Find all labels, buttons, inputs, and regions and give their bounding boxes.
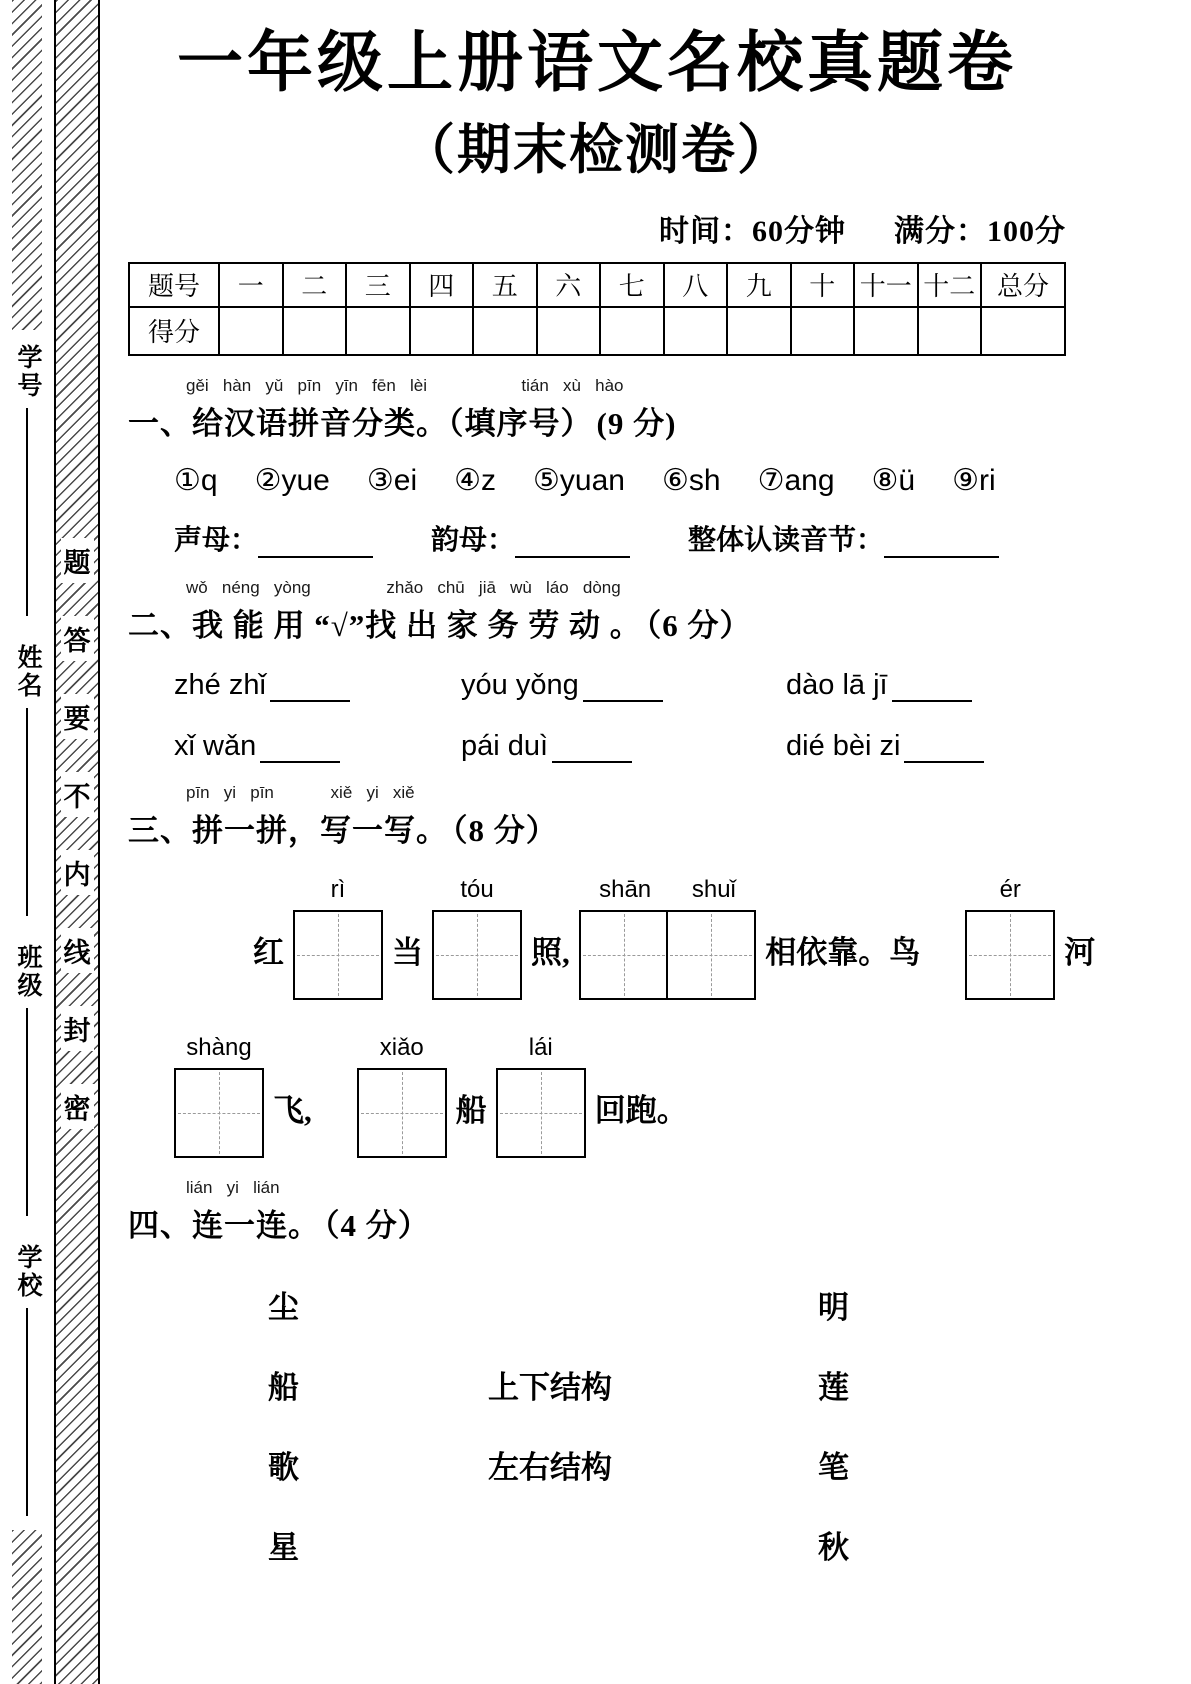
score-cell [727, 307, 791, 355]
chore-item [786, 730, 1066, 763]
score-cell [219, 307, 283, 355]
writing-text: 当 [392, 934, 423, 970]
hatch-pattern-bottom [12, 1530, 42, 1684]
section-three-points: （8 分） [452, 812, 558, 848]
writing-line-2 [174, 1034, 1066, 1158]
seal-char: 内 [61, 850, 94, 895]
section-three-heading [128, 805, 1066, 850]
writing-text: 红 [253, 934, 284, 970]
box-pinyin: lái [528, 1033, 553, 1061]
answer-line [270, 670, 350, 702]
blank-label-zhengti: 整体认读音节： [688, 524, 885, 556]
score-header-cell: 五 [473, 263, 537, 307]
writing-unit [496, 1034, 586, 1158]
exam-time: 时间：60分钟 [659, 214, 846, 248]
answer-line [260, 731, 340, 763]
section-three-pinyin: pīn yi pīn xiě yi xiě [186, 782, 415, 802]
chore-item [174, 669, 461, 702]
match-left-item: 歌 [268, 1450, 299, 1486]
field-underline [26, 408, 28, 616]
chore-item-pinyin: xǐ wǎn [174, 729, 257, 762]
option-item: ②yue [254, 463, 330, 497]
section-two-heading-text: 二、我 能 用 “√”找 出 家 务 劳 动 。 [128, 607, 642, 643]
field-underline [26, 708, 28, 916]
option-item: ①q [174, 463, 218, 497]
seal-fields-column [0, 0, 54, 1684]
field-label: 班级 [14, 944, 41, 1000]
writing-box-pair [579, 910, 757, 1000]
answer-line [583, 670, 663, 702]
writing-box [432, 910, 522, 1000]
writing-unit [293, 876, 383, 1000]
box-pinyin: shān [599, 875, 652, 903]
writing-box [357, 1068, 447, 1158]
chore-item-pinyin: dié bèi zi [786, 729, 901, 762]
field-student-number [9, 330, 45, 630]
score-header-cell: 十二 [918, 263, 982, 307]
score-header-cell: 一 [219, 263, 283, 307]
chore-item [461, 730, 786, 763]
exam-full-score: 满分：100分 [894, 214, 1066, 248]
section-one-points: (9 分) [596, 405, 677, 441]
section-two-pinyin: wǒ néng yòng zhǎo chū jiā wù láo dòng [186, 577, 621, 597]
seal-margin [0, 0, 100, 1684]
score-cell [410, 307, 474, 355]
hatch-pattern-top [12, 0, 42, 330]
score-header-cell: 九 [727, 263, 791, 307]
section-one-heading-text: 一、给汉语拼音分类。（填序号） [128, 405, 593, 441]
writing-line-1 [244, 875, 1096, 1000]
answer-line [258, 527, 373, 558]
score-header-cell: 三 [346, 263, 410, 307]
score-header-cell: 六 [537, 263, 601, 307]
chore-item [174, 730, 461, 763]
section-four-pinyin: lián yi lián [186, 1177, 280, 1197]
match-left-item: 星 [268, 1530, 299, 1566]
score-header-cell: 十一 [854, 263, 918, 307]
option-item: ③ei [366, 463, 418, 497]
score-header-cell: 八 [664, 263, 728, 307]
seal-line-strip [54, 0, 100, 1684]
writing-box [965, 910, 1055, 1000]
writing-text: 飞, [273, 1092, 312, 1128]
page-title: 一年级上册语文名校真题卷 [177, 27, 1017, 100]
seal-char: 封 [61, 1006, 94, 1051]
answer-line [884, 527, 999, 558]
seal-char: 答 [61, 616, 94, 661]
box-pinyin: ér [999, 875, 1021, 903]
section-two [128, 578, 1066, 763]
score-header-cell: 四 [410, 263, 474, 307]
writing-text: 船 [455, 1092, 487, 1128]
writing-box [579, 910, 669, 1000]
score-header-cell: 七 [600, 263, 664, 307]
score-cell [664, 307, 728, 355]
chore-item [786, 669, 1066, 702]
option-item: ⑥sh [661, 463, 721, 497]
writing-text: 相依靠。鸟 [765, 934, 921, 970]
option-item: ④z [454, 463, 497, 497]
option-item: ⑨ri [952, 463, 996, 497]
match-right-item: 明 [818, 1290, 849, 1326]
score-cell [346, 307, 410, 355]
seal-char: 线 [61, 928, 94, 973]
writing-unit-double [579, 876, 757, 1000]
seal-char: 要 [61, 694, 94, 739]
section-one [128, 376, 1066, 558]
blank-label-yunmu: 韵母： [431, 524, 516, 556]
section-three [128, 782, 1096, 1158]
option-item: ⑧ü [871, 463, 916, 497]
field-underline [26, 1308, 28, 1516]
match-left-item: 尘 [268, 1290, 299, 1326]
section-three-heading-text: 三、拼一拼，写一写。 [128, 812, 448, 848]
writing-text: 回跑。 [594, 1092, 688, 1128]
match-middle-item: 左右结构 [488, 1450, 612, 1486]
score-cell [283, 307, 347, 355]
chore-item-pinyin: zhé zhǐ [174, 668, 266, 701]
section-one-heading [128, 398, 1066, 443]
answer-line [552, 731, 632, 763]
field-class [9, 930, 45, 1230]
page-subtitle: （期末检测卷） [401, 119, 793, 180]
match-right-item: 莲 [818, 1370, 849, 1406]
score-cell [854, 307, 918, 355]
seal-char: 密 [61, 1084, 94, 1129]
field-school [9, 1230, 45, 1530]
answer-blanks [174, 518, 1066, 558]
score-table [128, 262, 1066, 356]
section-two-heading [128, 600, 1066, 645]
score-header-cell: 二 [283, 263, 347, 307]
exam-meta [128, 206, 1066, 250]
chore-item-pinyin: pái duì [461, 729, 549, 762]
section-four-heading [128, 1200, 1066, 1245]
score-table-header-row [129, 263, 1065, 307]
match-right-item: 笔 [818, 1450, 849, 1486]
score-header-cell: 十 [791, 263, 855, 307]
score-cell [537, 307, 601, 355]
section-two-points: （6 分） [645, 607, 752, 643]
chore-item [461, 669, 786, 702]
chore-item-pinyin: yóu yǒng [461, 668, 579, 701]
writing-text: 河 [1064, 934, 1096, 970]
box-pinyin: shàng [186, 1033, 252, 1061]
field-label: 学号 [14, 344, 41, 400]
answer-line [515, 527, 630, 558]
match-right-item: 秋 [818, 1530, 849, 1566]
score-header-cell: 总分 [981, 263, 1065, 307]
score-row-label: 得分 [129, 307, 219, 355]
box-pinyin: tóu [460, 875, 494, 903]
writing-unit [357, 1034, 447, 1158]
matching-exercise [268, 1265, 1066, 1585]
blank-label-shengmu: 声母： [174, 524, 259, 556]
field-underline [26, 1008, 28, 1216]
chore-item-pinyin: dào lā jī [786, 668, 888, 701]
writing-box [496, 1068, 586, 1158]
writing-box [666, 910, 756, 1000]
box-pinyin: rì [330, 875, 346, 903]
field-label: 姓名 [14, 644, 41, 700]
pinyin-options [174, 463, 1066, 498]
box-pinyin-row [579, 876, 757, 910]
seal-char: 题 [61, 538, 94, 583]
box-pinyin: shuǐ [691, 875, 736, 903]
section-four-points: （4 分） [324, 1207, 430, 1243]
score-header-cell: 题号 [129, 263, 219, 307]
section-one-pinyin: gěi hàn yǔ pīn yīn fēn lèi tián xù hào [186, 375, 624, 395]
writing-unit [965, 876, 1055, 1000]
writing-text: 照, [531, 934, 570, 970]
exam-content [128, 0, 1096, 1585]
option-item: ⑦ang [757, 463, 835, 497]
seal-char: 不 [61, 772, 94, 817]
seal-line-text [56, 538, 98, 1129]
chore-items [174, 669, 1066, 763]
option-item: ⑤yuan [533, 463, 625, 497]
answer-line [904, 731, 984, 763]
section-four [128, 1178, 1066, 1585]
score-cell [918, 307, 982, 355]
writing-unit [432, 876, 522, 1000]
score-cell [473, 307, 537, 355]
score-table-score-row [129, 307, 1065, 355]
answer-line [892, 670, 972, 702]
writing-unit [174, 1034, 264, 1158]
box-pinyin: xiǎo [379, 1033, 424, 1061]
section-four-heading-text: 四、连一连。 [128, 1207, 320, 1243]
match-left-item: 船 [268, 1370, 299, 1406]
score-cell [981, 307, 1065, 355]
writing-box [174, 1068, 264, 1158]
score-cell [600, 307, 664, 355]
score-cell [791, 307, 855, 355]
field-label: 学校 [14, 1244, 41, 1300]
match-middle-item: 上下结构 [488, 1370, 612, 1406]
field-name [9, 630, 45, 930]
writing-box [293, 910, 383, 1000]
